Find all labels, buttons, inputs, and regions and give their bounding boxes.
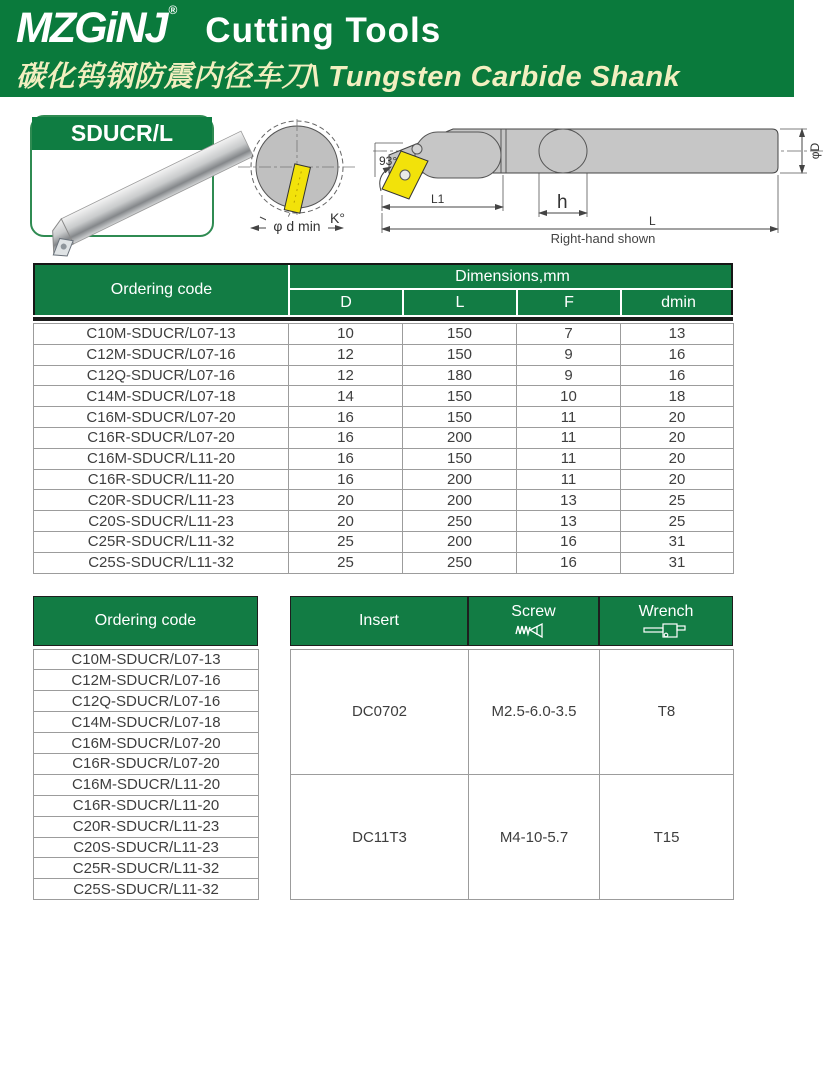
dim-f-cell: 13 <box>517 511 621 532</box>
accessories-table-header <box>33 596 733 646</box>
table-row <box>34 531 734 552</box>
dim-d-cell: 16 <box>289 469 403 490</box>
h-label: h <box>557 192 568 213</box>
wrench-cell: T8 <box>600 649 734 774</box>
dim-dmin-cell: 20 <box>621 448 734 469</box>
dim-l-cell: 150 <box>403 324 517 345</box>
table-row <box>34 511 734 532</box>
table-row <box>34 490 734 511</box>
l1-label: L1 <box>431 192 445 206</box>
wrench-header <box>599 596 733 646</box>
col-header-d: D <box>290 290 404 315</box>
ordering-code-cell: C10M-SDUCR/L07-13 <box>34 649 259 670</box>
wrench-cell: T15 <box>600 774 734 899</box>
dim-dmin-cell: 31 <box>621 552 734 573</box>
ordering-code-cell: C20R-SDUCR/L11-23 <box>34 490 289 511</box>
insert-hole <box>400 170 410 180</box>
ordering-code-header: Ordering code <box>35 265 290 315</box>
ordering-code-cell: C16R-SDUCR/L11-20 <box>34 469 289 490</box>
dim-f-cell: 9 <box>517 344 621 365</box>
ordering-code-cell: C20S-SDUCR/L11-23 <box>34 837 259 858</box>
page-subtitle: 碳化钨钢防震内径车刀\ Tungsten Carbide Shank <box>16 61 681 93</box>
side-view-drawing <box>373 115 825 247</box>
column-gap <box>259 795 291 816</box>
table-row <box>34 469 734 490</box>
ordering-code-cell: C25S-SDUCR/L11-32 <box>34 552 289 573</box>
dim-d-cell: 16 <box>289 448 403 469</box>
wrench-header-label: Wrench <box>638 602 694 620</box>
ordering-code-cell: C16R-SDUCR/L07-20 <box>34 754 259 775</box>
ordering-code-cell: C12Q-SDUCR/L07-16 <box>34 365 289 386</box>
dim-f-cell: 7 <box>517 324 621 345</box>
k-angle-label: K° <box>330 210 345 226</box>
table-row <box>34 552 734 573</box>
column-gap <box>259 858 291 879</box>
dim-l-cell: 250 <box>403 511 517 532</box>
l-label: L <box>649 214 656 228</box>
tool-photo <box>32 150 212 233</box>
clamp-screw <box>412 144 422 154</box>
dimensions-table <box>33 323 734 574</box>
insert-cell: DC11T3 <box>291 774 469 899</box>
table-row <box>34 649 734 670</box>
dim-dmin-cell: 25 <box>621 511 734 532</box>
column-gap <box>259 879 291 900</box>
accessories-table-section <box>33 596 733 901</box>
d-label: φD <box>808 142 822 160</box>
screw-header-label: Screw <box>511 602 556 620</box>
screw-header <box>468 596 599 646</box>
header-divider <box>33 317 733 321</box>
dim-l-cell: 150 <box>403 407 517 428</box>
dim-l-cell: 200 <box>403 427 517 448</box>
dim-l-cell: 250 <box>403 552 517 573</box>
ordering-code-cell: C14M-SDUCR/L07-18 <box>34 712 259 733</box>
ordering-code-cell: C12Q-SDUCR/L07-16 <box>34 691 259 712</box>
table-row <box>34 448 734 469</box>
page-banner <box>0 0 794 97</box>
dim-d-cell: 25 <box>289 552 403 573</box>
dim-l-cell: 200 <box>403 531 517 552</box>
end-view <box>232 115 367 246</box>
dim-dmin-cell: 25 <box>621 490 734 511</box>
dim-dmin-cell: 16 <box>621 365 734 386</box>
dimensions-table-header <box>33 263 733 315</box>
ordering-code-cell: C25R-SDUCR/L11-32 <box>34 858 259 879</box>
dim-d-cell: 16 <box>289 407 403 428</box>
accessories-table-body <box>34 649 734 900</box>
clamp-lobe <box>415 132 501 178</box>
header-gap <box>258 596 290 646</box>
registered-mark: ® <box>168 3 178 17</box>
dim-dmin-cell: 13 <box>621 324 734 345</box>
screw-cell: M4-10-5.7 <box>469 774 600 899</box>
dim-d-cell: 20 <box>289 511 403 532</box>
shank-oval <box>539 129 587 173</box>
accessories-table <box>33 649 734 901</box>
dim-l-cell: 200 <box>403 490 517 511</box>
column-gap <box>259 774 291 795</box>
dim-d-cell: 10 <box>289 324 403 345</box>
page-title: Cutting Tools <box>205 11 442 50</box>
ordering-code-cell: C16M-SDUCR/L11-20 <box>34 774 259 795</box>
product-card <box>30 115 214 237</box>
column-gap <box>259 816 291 837</box>
side-view-caption: Right-hand shown <box>550 231 656 246</box>
column-gap <box>259 691 291 712</box>
ordering-code-cell: C25R-SDUCR/L11-32 <box>34 531 289 552</box>
insert-cell: DC0702 <box>291 649 469 774</box>
column-gap <box>259 837 291 858</box>
side-view <box>373 115 825 252</box>
screw-cell: M2.5-6.0-3.5 <box>469 649 600 774</box>
dim-l-cell: 150 <box>403 448 517 469</box>
end-view-drawing <box>232 115 367 241</box>
dim-d-cell: 25 <box>289 531 403 552</box>
ordering-code-cell: C12M-SDUCR/L07-16 <box>34 344 289 365</box>
ordering-code-cell: C20R-SDUCR/L11-23 <box>34 816 259 837</box>
table-row <box>34 324 734 345</box>
ordering-code-cell: C16R-SDUCR/L07-20 <box>34 427 289 448</box>
ordering-code-header-2: Ordering code <box>33 596 258 646</box>
ordering-code-cell: C16R-SDUCR/L11-20 <box>34 795 259 816</box>
dim-d-cell: 12 <box>289 365 403 386</box>
dim-f-cell: 11 <box>517 448 621 469</box>
dim-dmin-cell: 31 <box>621 531 734 552</box>
ordering-code-cell: C20S-SDUCR/L11-23 <box>34 511 289 532</box>
dim-l-cell: 200 <box>403 469 517 490</box>
dimensions-table-body <box>34 324 734 574</box>
screw-icon <box>514 622 554 639</box>
brand-logo: MZGiNJ ® <box>16 3 178 52</box>
dim-dmin-cell: 18 <box>621 386 734 407</box>
angle-label: 93° <box>379 154 398 168</box>
dim-f-cell: 9 <box>517 365 621 386</box>
dim-l-cell: 150 <box>403 344 517 365</box>
dim-f-cell: 10 <box>517 386 621 407</box>
dim-d-cell: 14 <box>289 386 403 407</box>
ordering-code-cell: C12M-SDUCR/L07-16 <box>34 670 259 691</box>
ordering-code-cell: C10M-SDUCR/L07-13 <box>34 324 289 345</box>
col-header-f: F <box>518 290 622 315</box>
dim-f-cell: 16 <box>517 531 621 552</box>
col-header-l: L <box>404 290 518 315</box>
dim-dmin-cell: 16 <box>621 344 734 365</box>
dim-l-cell: 150 <box>403 386 517 407</box>
ordering-code-cell: C16M-SDUCR/L11-20 <box>34 448 289 469</box>
insert-header: Insert <box>290 596 468 646</box>
table-row <box>34 344 734 365</box>
ordering-code-cell: C16M-SDUCR/L07-20 <box>34 407 289 428</box>
table-row <box>34 427 734 448</box>
dimensions-table-section <box>33 263 733 574</box>
dmin-label: φ d min <box>273 218 321 234</box>
dim-dmin-cell: 20 <box>621 407 734 428</box>
table-row <box>34 407 734 428</box>
col-header-dmin: dmin <box>661 293 696 311</box>
dim-d-cell: 12 <box>289 344 403 365</box>
dim-d-cell: 20 <box>289 490 403 511</box>
table-row <box>34 365 734 386</box>
column-gap <box>259 649 291 670</box>
column-gap <box>259 733 291 754</box>
dim-dmin-cell: 20 <box>621 469 734 490</box>
dim-f-cell: 16 <box>517 552 621 573</box>
wrench-icon <box>643 622 689 639</box>
column-gap <box>259 670 291 691</box>
model-label: SDUCR/L <box>32 117 212 150</box>
ordering-code-cell: C25S-SDUCR/L11-32 <box>34 879 259 900</box>
ordering-code-cell: C16M-SDUCR/L07-20 <box>34 733 259 754</box>
brand-line <box>16 4 780 51</box>
dim-f-cell: 11 <box>517 407 621 428</box>
dim-d-cell: 16 <box>289 427 403 448</box>
dim-f-cell: 13 <box>517 490 621 511</box>
dimensions-group-header: Dimensions,mm <box>290 265 735 290</box>
dim-f-cell: 11 <box>517 427 621 448</box>
dim-f-cell: 11 <box>517 469 621 490</box>
dim-dmin-cell: 20 <box>621 427 734 448</box>
column-gap <box>259 712 291 733</box>
table-row <box>34 386 734 407</box>
product-section <box>0 97 822 249</box>
ordering-code-cell: C14M-SDUCR/L07-18 <box>34 386 289 407</box>
table-row <box>34 774 734 795</box>
column-gap <box>259 754 291 775</box>
dim-l-cell: 180 <box>403 365 517 386</box>
tool-photo-drawing <box>32 150 208 233</box>
